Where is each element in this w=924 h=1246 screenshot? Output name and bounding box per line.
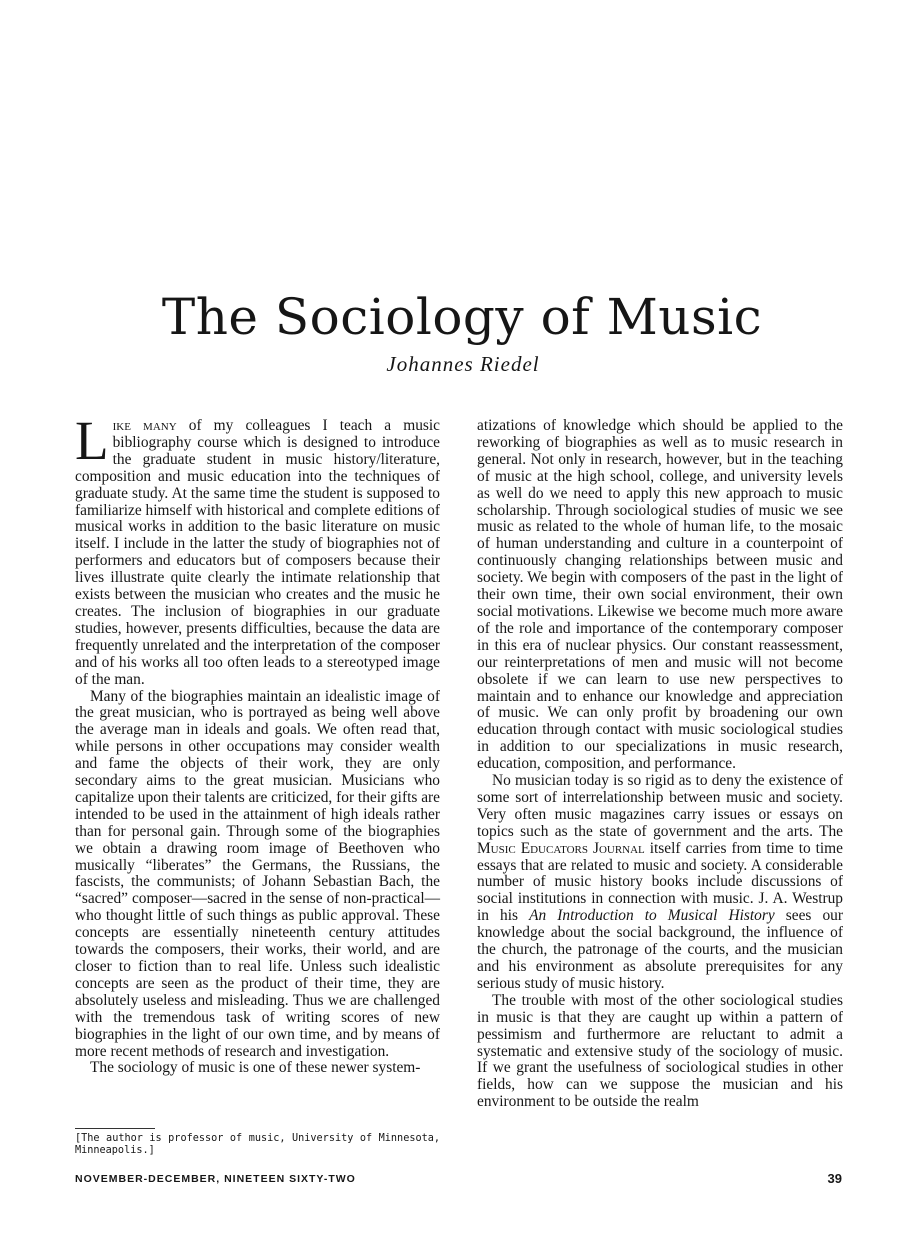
journal-name: Music Educators Journal — [477, 839, 645, 857]
author-footnote: [The author is professor of music, University of Minnesota, Minneapolis.] — [75, 1133, 440, 1156]
footnote-rule — [75, 1128, 155, 1129]
paragraph: atizations of knowledge which should be applied to the reworking of biographies as well as to music research in general. Not only in research, however, but in the teaching of music at the high school, college, and university levels as well do we need to apply this new approach to music scholarship. Through sociological studies of music we see music as related to the whole of human life, to the mosaic of human understanding and culture in a counterpoint of continuously changing relationships between music and society. We begin with composers of the past in the light of their own time, their own social environment, their own social motivations. Likewise we become much more aware of the role and importance of the contemporary composer in this era of nuclear physics. Our constant reassessment, our reinterpretations of men and music will not become obsolete if we can learn to use new perspectives to maintain and to enhance our knowledge and appreciation of music. We can only profit by broadening our own education through contact with music sociological studies in addition to our specializations in music research, education, composition, and performance. — [477, 417, 843, 773]
paragraph: The sociology of music is one of these newer system- — [90, 1059, 421, 1077]
paragraph-text: sees our knowledge about the social background, the influence of the church, the patronage of the courts, and the musician and his environment as absolute prerequisites for any serious study of music history. — [477, 907, 843, 992]
right-column — [477, 418, 843, 1111]
paragraph — [75, 410, 440, 689]
paragraph: Many of the biographies maintain an idealistic image of the great musician, who is portrayed as being well above the average man in ideals and goals. We often read that, while persons in other occupations may consider wealth and fame the objects of their work, they are only secondary aims to the great musician. Musicians who capitalize upon their talents are criticized, for their gifts are intended to be used in the attainment of high ideals rather than for personal gain. Through some of the biographies we obtain a drawing room image of Beethoven who musically “liberates” the Germans, the Russians, the fascists, the communists; of Johann Sebastian Bach, the “sacred” composer—sacred in the sense of non-practical—who thought little of such things as public approval. These concepts are essentially nineteenth century attitudes towards the composers, their works, their world, and are closer to fiction than to real life. Unless such idealistic concepts are seen as the product of their time, they are absolutely useless and misleading. Thus we are challenged with the tremendous task of writing scores of new biographies in the light of our own time, and by means of more recent methods of research and investigation. — [75, 687, 440, 1060]
drop-cap: L — [75, 410, 109, 471]
article-title: The Sociology of Music — [161, 288, 763, 346]
opening-small-caps: ike many — [112, 417, 177, 434]
paragraph-text: of my colleagues I teach a music bibliography course which is designed to introduce the graduate student in music history/literature, composition and music education into the techniques of graduate study. At the same time the student is supposed to familiarize himself with historical and complete editions of musical works in addition to the basic literature on music itself. I include in the latter the study of biographies not of performers and educators but of composers because their lives illustrate quite clearly the intimate relationship that exists between the musician who creates and the music he creates. The inclusion of biographies in our graduate studies, however, presents difficulties, because the data are frequently unrelated and the interpretation of the composer and of his works all too often leads to a stereotyped image of the man. — [75, 417, 440, 688]
page-number: 39 — [827, 1171, 842, 1186]
left-column — [75, 410, 440, 1077]
book-title: An Introduction to Musical History — [529, 907, 775, 925]
article-author: Johannes Riedel — [386, 352, 540, 376]
paragraph — [477, 773, 843, 993]
paragraph: The trouble with most of the other sociological studies in music is that they are caught up within a pattern of pessimism and furthermore are reluctant to admit a systematic and extensive study of the sociology of music. If we grant the usefulness of sociological studies in other fields, how can we suppose the musician and his environment to be outside the realm — [477, 991, 843, 1111]
paragraph-text: No musician today is so rigid as to deny the existence of some sort of interrelationship between music and society. Very often music magazines carry issues or essays on topics such as the state of government and the arts. The — [477, 772, 843, 840]
paragraph-text: itself carries from time to time essays that are related to music and society. A considerable number of music history books include discussions of social institutions in connection with music. J. A. Westrup in his — [477, 839, 843, 925]
issue-footer: NOVEMBER-DECEMBER, NINETEEN SIXTY-TWO — [75, 1173, 356, 1185]
